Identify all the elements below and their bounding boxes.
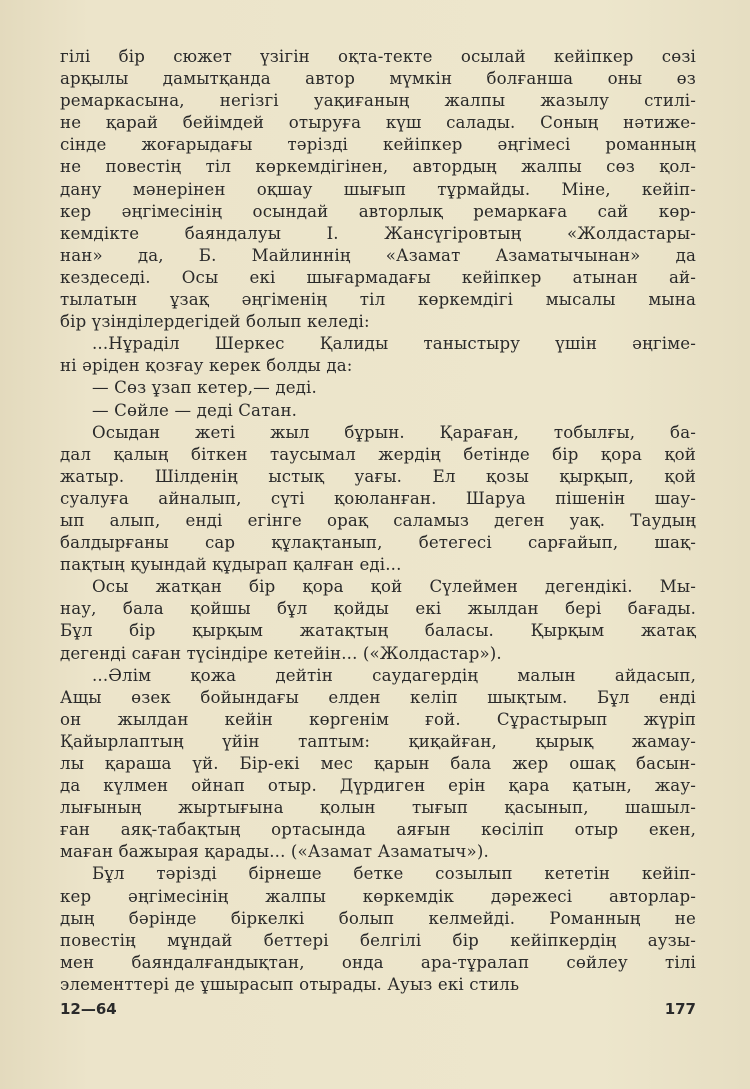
text-line: повестің мұндай беттері белгілі бір кейіпкердің аузы-	[60, 930, 696, 950]
text-line: дегенді саған түсіндіре кетейін... («Жолдастар»).	[60, 643, 502, 663]
paragraph	[60, 863, 696, 996]
text-line: жатыр. Шілденің ыстық уағы. Ел қозы қырқып, қой	[60, 466, 696, 486]
text-line: кездеседі. Осы екі шығармадағы кейіпкер атынан ай-	[60, 267, 696, 287]
text-line: Бұл бір қырқым жатақтың баласы. Қырқым жатақ	[60, 621, 696, 641]
text-line: Осы жатқан бір қора қой Сүлеймен дегендікі. Мы-	[92, 577, 696, 597]
text-line: дың бәрінде біркелкі болып келмейді. Романның не	[60, 908, 696, 928]
text-line: ...Нұраділ Шеркес Қалиды таныстыру үшін әңгіме-	[92, 334, 696, 354]
paragraph	[60, 400, 696, 422]
text-line: кер әңгімесінің осындай авторлық ремаркаға сай көр-	[60, 201, 696, 221]
text-line: нан» да, Б. Майлиннің «Азамат Азаматычынан» да	[60, 245, 696, 265]
text-line: — Сөз ұзап кетер,— деді.	[92, 378, 317, 398]
text-line: гілі бір сюжет үзігін оқта-текте осылай кейіпкер сөзі	[60, 47, 696, 66]
text-line: пақтың қуындай құдырап қалған еді...	[60, 555, 402, 575]
text-line: ремаркасына, негізгі уақиғаның жалпы жазылу стилі-	[60, 91, 696, 111]
text-line: сінде жоғарыдағы тәрізді кейіпкер әңгімесі романның	[60, 135, 696, 155]
paragraph	[60, 665, 696, 864]
text-line: суалуға айналып, сүті қоюланған. Шаруа пішенін шау-	[60, 488, 696, 508]
text-line: лығының жыртығына қолын тығып қасынып, шашыл-	[60, 798, 696, 818]
text-line: бір үзінділердегідей болып келеді:	[60, 312, 370, 332]
text-line: ған аяқ-табақтың ортасында аяғын көсіліп отыр екен,	[60, 820, 696, 840]
text-line: да күлмен ойнап отыр. Дүрдиген ерін қара қатын, жау-	[60, 776, 696, 796]
text-line: кемдікте баяндалуы І. Жансүгіровтың «Жолдастары-	[60, 223, 696, 243]
text-line: элементтері де ұшырасып отырады. Ауыз екі стиль	[60, 974, 520, 994]
text-line: — Сөйле — деді Сатан.	[92, 400, 298, 420]
text-line: маған бажырая қарады... («Азамат Азаматыч»).	[60, 842, 489, 862]
paragraph	[60, 333, 696, 377]
text-line: Қайырлаптың үйін таптым: қиқайған, қырық жамау-	[60, 731, 696, 751]
paragraph	[60, 46, 696, 333]
text-line: арқылы дамытқанда автор мүмкін болғанша оны өз	[60, 69, 696, 89]
text-line: Бұл тәрізді бірнеше бетке созылып кететін кейіп-	[92, 864, 696, 884]
paragraph	[60, 576, 696, 664]
text-line: не повестің тіл көркемдігінен, автордың жалпы сөз қол-	[60, 157, 696, 177]
paragraph	[60, 377, 696, 399]
paragraph	[60, 422, 696, 577]
text-line: ...Әлім қожа дейтін саудагердің малын айдасып,	[92, 665, 696, 685]
text-line: ні әріден қозғау керек болды да:	[60, 356, 353, 376]
text-line: нау, бала қойшы бұл қойды екі жылдан бері бағады.	[60, 599, 696, 619]
text-line: тылатын ұзақ әңгіменің тіл көркемдігі мысалы мына	[60, 290, 696, 310]
printer-signature: 12—64	[60, 1000, 117, 1018]
text-line: дану мәнерінен оқшау шығып тұрмайды. Міне, кейіп-	[60, 179, 696, 199]
text-line: Осыдан жеті жыл бұрын. Қараған, тобылғы, ба-	[92, 422, 696, 442]
text-line: не қарай бейімдей отыруға күш салады. Соның нәтиже-	[60, 113, 696, 133]
text-line: Ащы өзек бойындағы елден келіп шықтым. Бұл енді	[60, 687, 696, 707]
text-line: ып алып, енді егінге орақ саламыз деген уақ. Таудың	[60, 510, 696, 530]
text-line: балдырғаны сар құлақтанып, бетегесі сарғайып, шақ-	[60, 533, 696, 553]
text-line: лы қараша үй. Бір-екі мес қарын бала жер ошақ басын-	[60, 754, 696, 773]
page-number: 177	[664, 1000, 696, 1018]
text-line: кер әңгімесінің жалпы көркемдік дәрежесі авторлар-	[60, 886, 696, 906]
text-line: дал қалың біткен таусымал жердің бетінде бір қора қой	[60, 444, 696, 464]
text-line: он жылдан кейін көргенім ғой. Сұрастырып жүріп	[60, 709, 696, 729]
text-line: мен баяндалғандықтан, онда ара-тұралап сөйлеу тілі	[60, 952, 696, 972]
page-footer	[60, 1000, 696, 1024]
body-text	[60, 46, 696, 996]
